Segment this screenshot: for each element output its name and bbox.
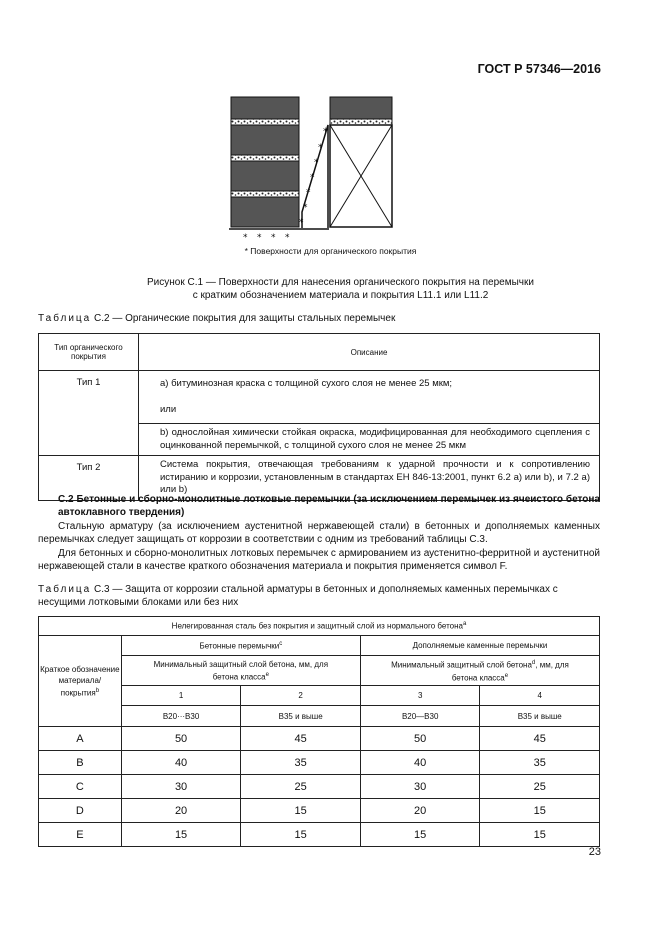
table-cell: 45 — [480, 727, 600, 751]
table-c2 — [38, 333, 600, 501]
table-c3 — [38, 616, 600, 847]
table-c2-caption — [38, 312, 598, 325]
description-cell: b) однослойная химически стойкая окраска, модифицированная для необходимого сцепления с оцинкованной перемычкой, с толщиной сухого слоя не менее 25 мкм — [139, 424, 600, 456]
table-cell: 20 — [121, 799, 241, 823]
section-heading: С.2 Бетонные и сборно-монолитные лотковые перемычки (за исключением перемычек из ячеистого бетона автоклавного твердения) — [58, 494, 600, 518]
lintel-figure — [225, 92, 425, 242]
column-number: 4 — [480, 686, 600, 706]
description-cell: а) битуминозная краска с толщиной сухого слоя не менее 25 мкм; — [139, 371, 600, 398]
table-row — [39, 799, 600, 823]
column-class: В20—В30 — [360, 706, 480, 727]
section-paragraph: Для бетонных и сборно-монолитных лотковых перемычек с армированием из аустенитно-ферритной и аустенитной нержавеющей стали в качестве краткого обозначения материала и покрытия применяется символ F. — [38, 548, 600, 572]
section-paragraph: Стальную арматуру (за исключением аустенитной нержавеющей стали) в бетонных и дополняемых каменных перемычках следует защищать от коррозии в соответствии с одним из требований таблицы С.3. — [38, 521, 600, 545]
svg-text:*: * — [310, 173, 315, 183]
table-cell: 35 — [241, 751, 361, 775]
figure-caption — [60, 276, 621, 302]
row-header-label: Краткое обозначение материала/ покрытия$^b$ — [39, 636, 122, 727]
table-cell: 15 — [241, 823, 361, 847]
table-cell: 35 — [480, 751, 600, 775]
coating-type-cell: Тип 1 — [39, 371, 139, 456]
description-cell: или — [139, 397, 600, 424]
group-header-masonry: Дополняемые каменные перемычки — [360, 636, 599, 656]
masonry-column — [231, 97, 299, 227]
page-number: 23 — [588, 846, 601, 858]
row-label: D — [39, 799, 122, 823]
figure-note: * Поверхности для органического покрытия — [244, 246, 417, 256]
table-title: С.3 — Защита от коррозии стальной арматуры в бетонных и дополняемых каменных перемычках с несущими лотковыми блоками или без них — [38, 584, 558, 608]
table-label: Таблица — [38, 313, 92, 324]
table-row — [39, 751, 600, 775]
svg-text:*: * — [318, 143, 323, 153]
column-header-type: Тип органического покрытия — [39, 334, 139, 371]
table-title: С.2 — Органические покрытия для защиты стальных перемычек — [91, 313, 396, 324]
svg-text:*: * — [306, 188, 311, 198]
row-label: E — [39, 823, 122, 847]
column-number: 3 — [360, 686, 480, 706]
lintel-block — [330, 97, 392, 227]
row-label: C — [39, 775, 122, 799]
table-cell: 20 — [360, 799, 480, 823]
row-label: B — [39, 751, 122, 775]
group-header-concrete: Бетонные перемычки$^c$ — [121, 636, 360, 656]
column-header-description: Описание — [139, 334, 600, 371]
row-label: A — [39, 727, 122, 751]
table-cell: 40 — [121, 751, 241, 775]
table-cell: 40 — [360, 751, 480, 775]
table-cell: 15 — [360, 823, 480, 847]
table-c3-caption — [38, 583, 598, 609]
coating-type-cell: Тип 2 — [39, 456, 139, 501]
description-cell: Система покрытия, отвечающая требованиям к ударной прочности и к сопротивлению истиранию и коррозии, установленным в стандартах ЕН 846-13:2001, пункт 6.2 а) или b), и 7.2 а) или b) — [139, 456, 600, 501]
table-row — [39, 823, 600, 847]
table-cell: 25 — [480, 775, 600, 799]
subheader-concrete-cover: Минимальный защитный слой бетона, мм, для бетона класса$^e$ — [121, 656, 360, 686]
svg-text:*: * — [303, 203, 308, 213]
table-row — [39, 775, 600, 799]
document-code: ГОСТ Р 57346—2016 — [477, 62, 601, 76]
table-cell: 30 — [121, 775, 241, 799]
svg-text:*: * — [299, 218, 304, 228]
table-cell: 30 — [360, 775, 480, 799]
table-label: Таблица — [38, 584, 92, 595]
table-cell: 50 — [121, 727, 241, 751]
table-cell: 50 — [360, 727, 480, 751]
column-number: 1 — [121, 686, 241, 706]
table-row — [39, 727, 600, 751]
svg-text:*: * — [314, 158, 319, 168]
figure-caption-line: с кратким обозначением материала и покрытия L11.1 или L11.2 — [192, 290, 489, 301]
column-number: 2 — [241, 686, 361, 706]
table-cell: 15 — [121, 823, 241, 847]
svg-text:*: * — [323, 127, 328, 137]
table-cell: 15 — [480, 823, 600, 847]
table-row — [39, 371, 600, 398]
svg-text:*: * — [243, 233, 248, 242]
figure-caption-line: Рисунок С.1 — Поверхности для нанесения органического покрытия на перемычки — [147, 277, 534, 288]
table-cell: 15 — [480, 799, 600, 823]
table-cell: 15 — [241, 799, 361, 823]
column-class: В35 и выше — [480, 706, 600, 727]
table-cell: 45 — [241, 727, 361, 751]
column-class: В35 и выше — [241, 706, 361, 727]
column-class: В20···В30 — [121, 706, 241, 727]
svg-text:*: * — [285, 233, 290, 242]
svg-text:*: * — [257, 233, 262, 242]
table-cell: 25 — [241, 775, 361, 799]
svg-text:*: * — [271, 233, 276, 242]
subheader-masonry-cover: Минимальный защитный слой бетона$^d$, мм, для бетона класса$^e$ — [360, 656, 599, 686]
table-top-header: Нелегированная сталь без покрытия и защитный слой из нормального бетона$^a$ — [39, 617, 600, 636]
